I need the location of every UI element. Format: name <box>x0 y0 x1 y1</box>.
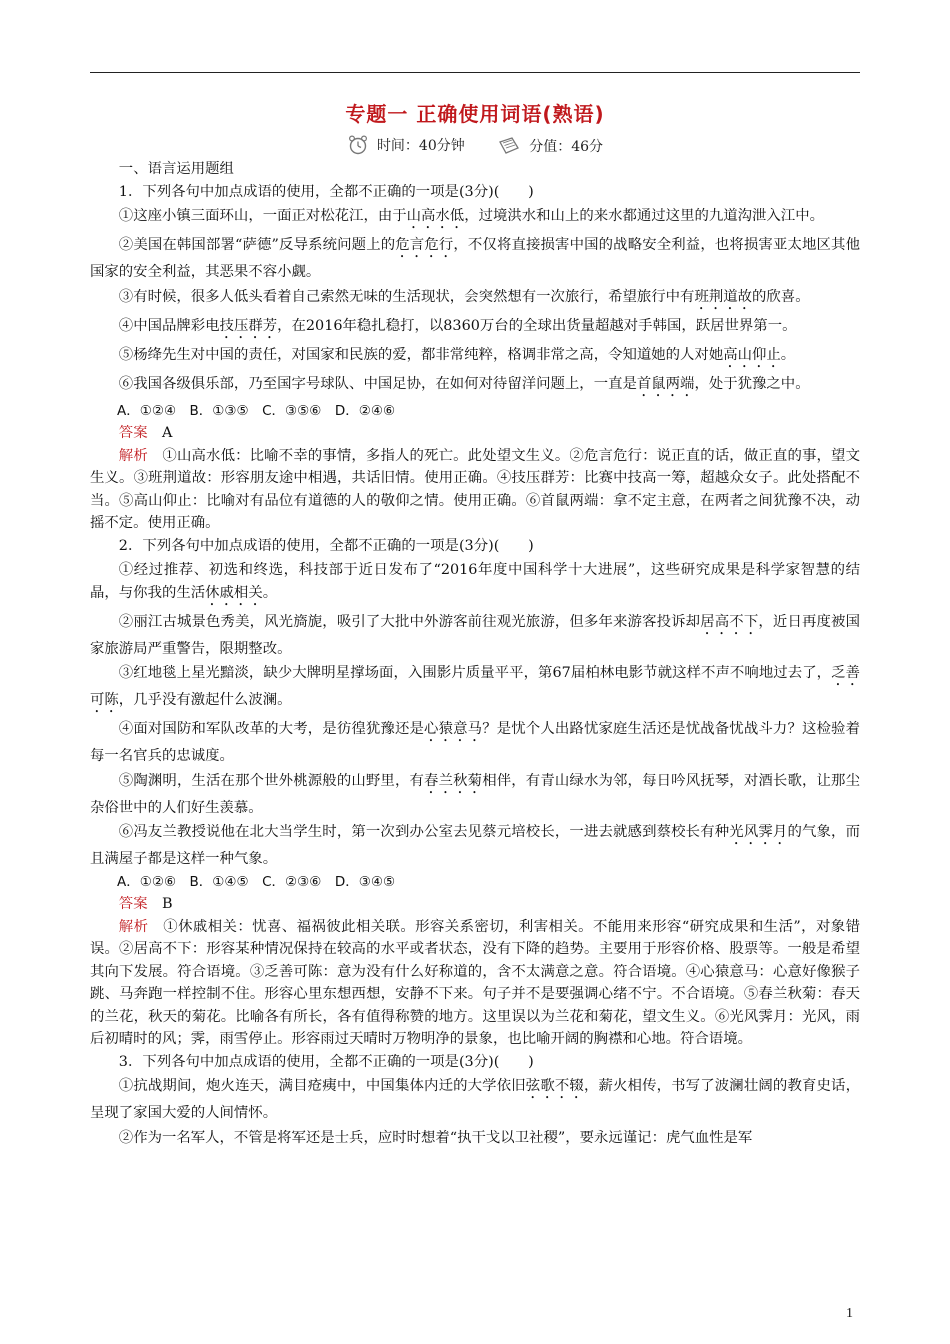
q1-sentence-5: ⑤杨绛先生对中国的责任，对国家和民族的爱，都非常纯粹，格调非常之高，令知道她的人对她高山仰止。 <box>118 346 796 363</box>
exam-meta <box>0 134 950 160</box>
question-content <box>90 158 860 1149</box>
q2-sentence-1: ①经过推荐、初选和终选，科技部于近日发布了“2016年度中国科学十大进展”，这些研究成果是科学家智慧的结晶，与你我的生活休戚相关。 <box>90 562 860 601</box>
idiom: 首鼠两端 <box>636 375 695 392</box>
q3-sentence-2: ②作为一名军人，不管是将军还是士兵，应时时想着“执干戈以卫社稷”，要永远谨记：虎气血性是军 <box>118 1129 753 1146</box>
q1-sentence-2: ②美国在韩国部署“萨德”反导系统问题上的危言危行，不仅将直接损害中国的战略安全利益，也将损害亚太地区其他国家的安全利益，其恶果不容小觑。 <box>90 237 860 280</box>
q1-sentence-3: ③有时候，很多人低头看着自己索然无味的生活现状，会突然想有一次旅行，希望旅行中有班荆道故的欣喜。 <box>118 288 810 305</box>
idiom: 休戚相关 <box>205 584 263 601</box>
q2-sentence-5: ⑤陶渊明，生活在那个世外桃源般的山野里，有春兰秋菊相伴，有青山绿水为邻，每日吟风抚琴，对酒长歌，让那尘杂俗世中的人们好生羡慕。 <box>90 772 860 816</box>
q1-sentence-1: ①这座小镇三面环山，一面正对松花江，由于山高水低，过境洪水和山上的来水都通过这里的九道沟泄入江中。 <box>118 208 824 224</box>
q2-analysis: 解析 ①休戚相关：忧喜、福祸彼此相关联。形容关系密切，利害相关。不能用来形容“研究成果和生活”，对象错误。②居高不下：形容某种情况保持在较高的水平或者状态，没有下降的趋势。主要用于形容价格、股票等。一般是希望其向下发展。符合语境。③乏善可陈：意为没有什么好称道的，含不太满意之意。符合语境。④心猿意马：心意好像猴子跳、马奔跑一样控制不住。形容心里东想西想，安静不下来。句子并不是要强调心绪不宁。不合语境。⑤春兰秋菊：春天的兰花，秋天的菊花。比喻各有所长，各有值得称赞的地方。这里误以为兰花和菊花，望文生义。⑥光风霁月：光风，雨后初晴时的风；霁，雨雪停止。形容雨过天晴时万物明净的景象，也比喻开阔的胸襟和心地。符合语境。 <box>90 918 860 1047</box>
page-number: 1 <box>846 1306 853 1321</box>
q2-options: A．①②⑥ B．①④⑤ C．②③⑥ D．③④⑤ <box>117 873 396 890</box>
q1-stem: 1．下列各句中加点成语的使用，全都不正确的一项是(3分)( ) <box>118 183 534 200</box>
idiom: 春兰秋菊 <box>424 772 483 789</box>
q1-options: A．①②④ B．①③⑤ C．③⑤⑥ D．②④⑥ <box>117 402 396 419</box>
score-group <box>497 136 603 156</box>
q2-answer: 答案 B <box>118 896 173 912</box>
idiom: 高山仰止 <box>723 346 781 363</box>
q1-analysis: 解析 ①山高水低：比喻不幸的事情，多指人的死亡。此处望文生义。②危言危行：说正直的话，做正直的事，望文生义。③班荆道故：形容朋友途中相遇，共话旧情。使用正确。④技压群芳：比赛中技高一筹，超越众女子。此处搭配不当。⑤高山仰止：比喻对有品位有道德的人的敬仰之情。使用正确。⑥首鼠两端：拿不定主意，在两者之间犹豫不决，动摇不定。使用正确。 <box>90 447 860 531</box>
idiom: 弦歌不辍 <box>525 1078 584 1094</box>
idiom: 危言危行 <box>395 237 454 253</box>
q2-sentence-3: ③红地毯上星光黯淡，缺少大牌明星撑场面，入围影片质量平平，第67届柏林电影节就这样不声不响地过去了，乏善可陈，几乎没有激起什么波澜。 <box>90 665 860 708</box>
section-heading: 一、语言运用题组 <box>118 161 234 177</box>
q1-answer: 答案 A <box>118 425 173 441</box>
idiom: 光风霁月 <box>729 824 788 840</box>
q3-stem: 3．下列各句中加点成语的使用，全都不正确的一项是(3分)( ) <box>118 1053 534 1070</box>
total-score: 分值：46分 <box>529 139 604 155</box>
q2-sentence-6: ⑥冯友兰教授说他在北大当学生时，第一次到办公室去见蔡元培校长，一进去就感到蔡校长有种光风霁月的气象，而且满屋子都是这样一种气象。 <box>90 824 860 867</box>
q2-sentence-2: ②丽江古城景色秀美，风光旖旎，吸引了大批中外游客前往观光旅游，但多年来游客投诉却居高不下，近日再度被国家旅游局严重警告，限期整改。 <box>90 613 860 657</box>
q1-sentence-6: ⑥我国各级俱乐部，乃至国字号球队、中国足协，在如何对待留洋问题上，一直是首鼠两端，处于犹豫之中。 <box>118 375 810 392</box>
page-title: 专题一 正确使用词语(熟语) <box>345 102 605 126</box>
q2-stem: 2．下列各句中加点成语的使用，全都不正确的一项是(3分)( ) <box>118 537 534 554</box>
header-rule <box>90 72 860 73</box>
time-limit: 时间：40分钟 <box>376 138 465 154</box>
time-group <box>347 134 465 156</box>
idiom: 技压群芳 <box>219 317 278 334</box>
alarm-clock-icon <box>347 134 369 156</box>
idiom: 班荆道故 <box>694 288 753 305</box>
q3-sentence-1: ①抗战期间，炮火连天，满目疮痍中，中国集体内迁的大学依旧弦歌不辍，薪火相传，书写了波澜壮阔的教育史话，呈现了家国大爱的人间情怀。 <box>90 1078 860 1121</box>
idiom: 心猿意马 <box>424 721 483 737</box>
q2-sentence-4: ④面对国防和军队改革的大考，是彷徨犹豫还是心猿意马？是忧个人出路忧家庭生活还是忧战备忧战斗力？这检验着每一名官兵的忠诚度。 <box>90 721 860 764</box>
notebook-icon <box>497 136 521 156</box>
q1-sentence-4: ④中国品牌彩电技压群芳，在2016年稳扎稳打，以8360万台的全球出货量超越对手韩国，跃居世界第一。 <box>118 317 797 334</box>
idiom: 乏善可陈 <box>90 665 860 708</box>
idiom: 山高水低 <box>406 208 465 224</box>
idiom: 居高不下 <box>700 613 759 630</box>
